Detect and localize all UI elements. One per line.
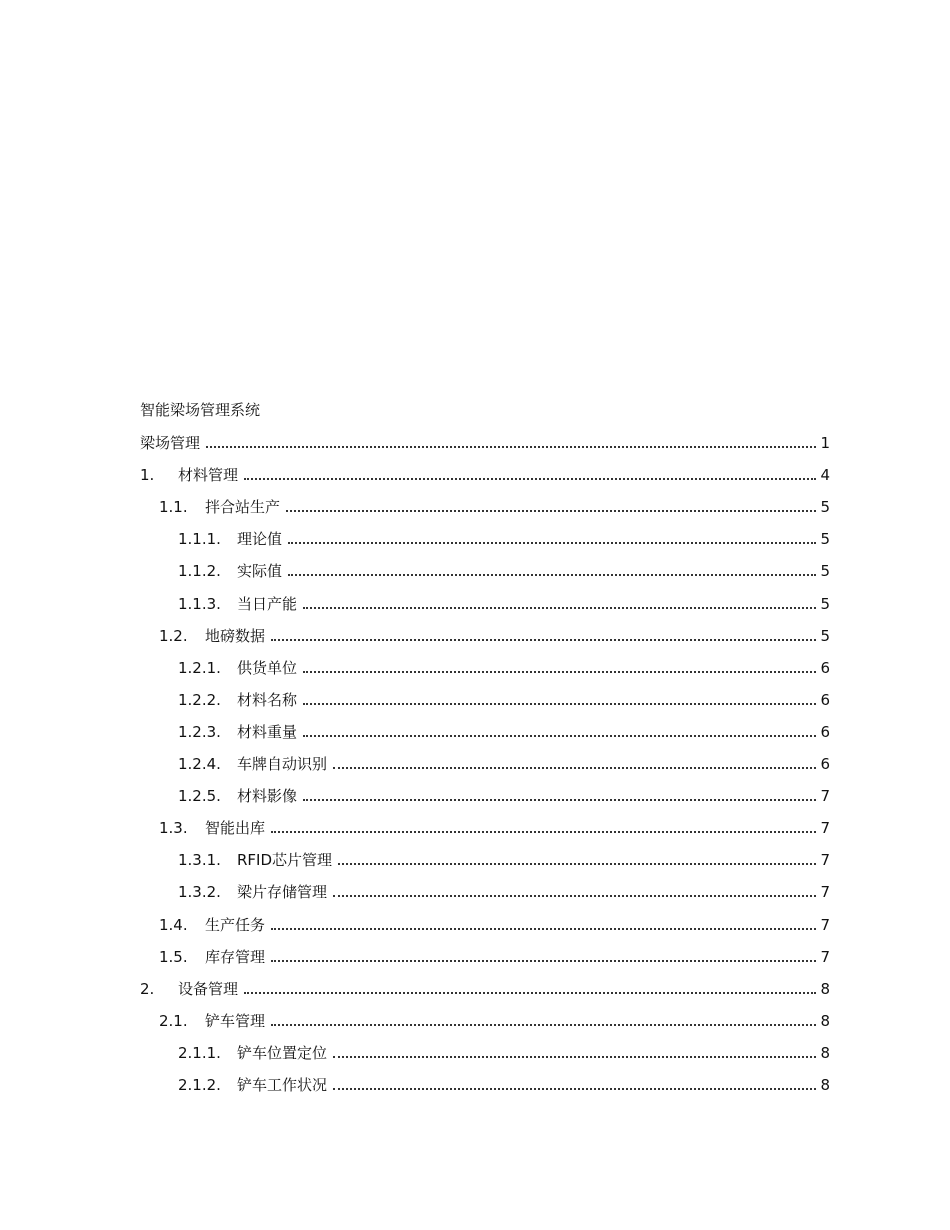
- toc-entry-number: 1.: [140, 466, 155, 484]
- toc-entry-title: 设备管理: [178, 980, 239, 998]
- toc-entry[interactable]: [178, 784, 830, 806]
- toc-entry[interactable]: [178, 720, 830, 742]
- toc-entry-number: 1.2.1.: [178, 659, 221, 677]
- toc-entry[interactable]: [159, 945, 830, 967]
- toc-entry-number: 2.1.: [159, 1012, 188, 1030]
- toc-entry-number: 1.1.2.: [178, 562, 221, 580]
- toc-entry-title: 当日产能: [237, 595, 298, 613]
- toc-dot-leader: [244, 992, 816, 994]
- toc-entry-title: 梁场管理: [140, 434, 201, 452]
- toc-page-number: 5: [820, 498, 830, 516]
- toc-page-number: 8: [820, 1076, 830, 1094]
- toc-page-number: 6: [820, 723, 830, 741]
- toc-entry[interactable]: [178, 880, 830, 902]
- toc-entry-title: 理论值: [237, 530, 283, 548]
- toc-entry[interactable]: [178, 848, 830, 870]
- toc-page-number: 8: [820, 1044, 830, 1062]
- toc-entry-title: 智能出库: [205, 819, 266, 837]
- toc-entry-number: 1.3.2.: [178, 883, 221, 901]
- toc-entry-number: 1.3.: [159, 819, 188, 837]
- toc-entry-title: 供货单位: [237, 659, 298, 677]
- toc-entry-number: 2.: [140, 980, 155, 998]
- toc-dot-leader: [244, 478, 816, 480]
- toc-page-number: 7: [820, 948, 830, 966]
- toc-entry-title: 生产任务: [205, 916, 266, 934]
- toc-page-number: 7: [820, 851, 830, 869]
- toc-entry[interactable]: [140, 977, 830, 999]
- toc-dot-leader: [333, 895, 816, 897]
- toc-entry[interactable]: [178, 592, 830, 614]
- toc-dot-leader: [271, 928, 816, 930]
- toc-dot-leader: [333, 1056, 816, 1058]
- toc-entry-number: 1.1.1.: [178, 530, 221, 548]
- toc-entry[interactable]: [178, 656, 830, 678]
- toc-entry-number: 1.3.1.: [178, 851, 221, 869]
- toc-entry-title: 库存管理: [205, 948, 266, 966]
- toc-dot-leader: [303, 607, 816, 609]
- toc-entry-number: 1.2.3.: [178, 723, 221, 741]
- toc-entry-title: 材料名称: [237, 691, 298, 709]
- toc-entry-number: 1.1.3.: [178, 595, 221, 613]
- toc-entry-title: 材料管理: [178, 466, 239, 484]
- document-title: 智能梁场管理系统: [140, 401, 261, 419]
- toc-entry[interactable]: [178, 527, 830, 549]
- toc-dot-leader: [288, 542, 816, 544]
- toc-page-number: 6: [820, 691, 830, 709]
- toc-page-number: 8: [820, 1012, 830, 1030]
- toc-entry[interactable]: [178, 752, 830, 774]
- toc-dot-leader: [303, 671, 816, 673]
- toc-entry-number: 1.2.5.: [178, 787, 221, 805]
- toc-entry[interactable]: [159, 495, 830, 517]
- toc-entry-title: 实际值: [237, 562, 283, 580]
- toc-entry-title: 材料重量: [237, 723, 298, 741]
- toc-entry[interactable]: [178, 1073, 830, 1095]
- toc-dot-leader: [338, 863, 816, 865]
- toc-page-number: 5: [820, 562, 830, 580]
- toc-page-number: 1: [820, 434, 830, 452]
- toc-dot-leader: [333, 1088, 816, 1090]
- toc-page-number: 6: [820, 659, 830, 677]
- toc-dot-leader: [271, 960, 816, 962]
- toc-entry-number: 1.2.: [159, 627, 188, 645]
- toc-dot-leader: [271, 1024, 816, 1026]
- toc-entry-title: 材料影像: [237, 787, 298, 805]
- toc-entry[interactable]: [159, 624, 830, 646]
- toc-page-number: 7: [820, 819, 830, 837]
- toc-page-number: 6: [820, 755, 830, 773]
- toc-dot-leader: [303, 703, 816, 705]
- toc-entry[interactable]: [159, 1009, 830, 1031]
- toc-entry-title: 拌合站生产: [205, 498, 281, 516]
- toc-page-number: 7: [820, 883, 830, 901]
- toc-page-number: 5: [820, 595, 830, 613]
- toc-entry-number: 1.1.: [159, 498, 188, 516]
- toc-entry[interactable]: [159, 913, 830, 935]
- toc-dot-leader: [333, 767, 816, 769]
- toc-entry[interactable]: [159, 816, 830, 838]
- toc-entry[interactable]: [178, 559, 830, 581]
- toc-entry-number: 1.5.: [159, 948, 188, 966]
- toc-entry[interactable]: [140, 431, 830, 453]
- toc-entry-number: 1.2.4.: [178, 755, 221, 773]
- toc-dot-leader: [303, 799, 816, 801]
- toc-entry-title: 铲车位置定位: [237, 1044, 328, 1062]
- toc-entry-title: 梁片存储管理: [237, 883, 328, 901]
- toc-entry-number: 1.2.2.: [178, 691, 221, 709]
- toc-dot-leader: [288, 574, 816, 576]
- toc-entry-title: 地磅数据: [205, 627, 266, 645]
- toc-entry-number: 2.1.1.: [178, 1044, 221, 1062]
- toc-entry[interactable]: [178, 688, 830, 710]
- toc-dot-leader: [271, 639, 816, 641]
- toc-entry[interactable]: [178, 1041, 830, 1063]
- toc-dot-leader: [303, 735, 816, 737]
- toc-page-number: 7: [820, 916, 830, 934]
- toc-entry[interactable]: [140, 463, 830, 485]
- toc-dot-leader: [286, 510, 816, 512]
- toc-entry-title: RFID芯片管理: [237, 851, 333, 869]
- toc-entry-number: 1.4.: [159, 916, 188, 934]
- toc-dot-leader: [206, 446, 816, 448]
- toc-entry-number: 2.1.2.: [178, 1076, 221, 1094]
- toc-entry-title: 铲车工作状况: [237, 1076, 328, 1094]
- toc-entry-title: 车牌自动识别: [237, 755, 328, 773]
- toc-page-number: 7: [820, 787, 830, 805]
- toc-entry-title: 铲车管理: [205, 1012, 266, 1030]
- toc-page-number: 8: [820, 980, 830, 998]
- toc-page-number: 5: [820, 530, 830, 548]
- toc-page-number: 5: [820, 627, 830, 645]
- toc-page-number: 4: [820, 466, 830, 484]
- toc-dot-leader: [271, 831, 816, 833]
